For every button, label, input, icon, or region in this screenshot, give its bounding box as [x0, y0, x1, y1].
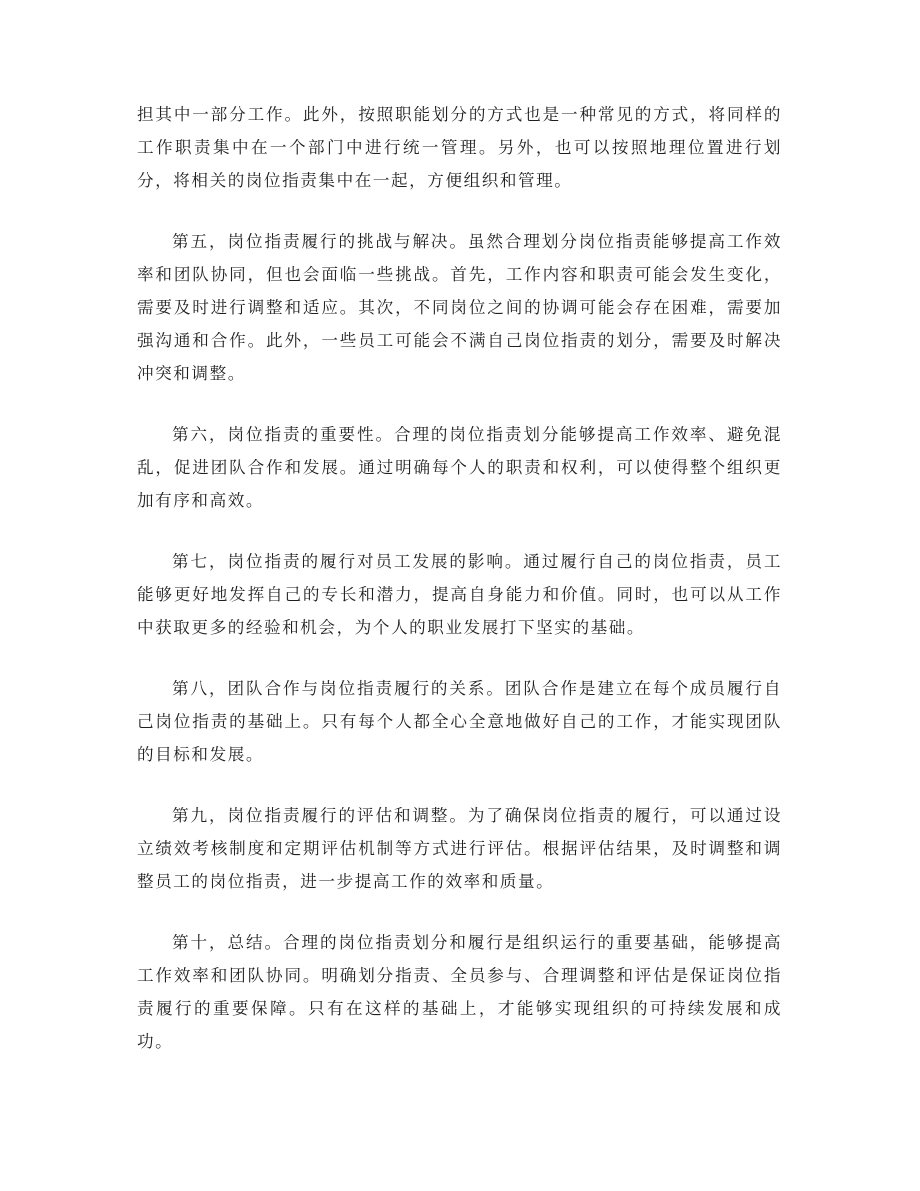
paragraph-tenth: 第十，总结。合理的岗位指责划分和履行是组织运行的重要基础，能够提高工作效率和团队协同。明确划分指责、全员参与、合理调整和评估是保证岗位指责履行的重要保障。只有在这样的基础上，才能够实现组织的可持续发展和成功。: [137, 933, 782, 1051]
paragraph-eighth: 第八，团队合作与岗位指责履行的关系。团队合作是建立在每个成员履行自己岗位指责的基础上。只有每个人都全心全意地做好自己的工作，才能实现团队的目标和发展。: [137, 679, 782, 764]
paragraph-continuation: 担其中一部分工作。此外，按照职能划分的方式也是一种常见的方式，将同样的工作职责集中在一个部门中进行统一管理。另外，也可以按照地理位置进行划分，将相关的岗位指责集中在一起，方便组织和管理。: [137, 105, 782, 190]
paragraph-sixth: 第六，岗位指责的重要性。合理的岗位指责划分能够提高工作效率、避免混乱，促进团队合作和发展。通过明确每个人的职责和权利，可以使得整个组织更加有序和高效。: [137, 425, 782, 510]
document-body: [137, 98, 782, 1086]
paragraph-fifth: 第五，岗位指责履行的挑战与解决。虽然合理划分岗位指责能够提高工作效率和团队协同，但也会面临一些挑战。首先，工作内容和职责可能会发生变化，需要及时进行调整和适应。其次，不同岗位之间的协调可能会存在困难，需要加强沟通和合作。此外，一些员工可能会不满自己岗位指责的划分，需要及时解决冲突和调整。: [137, 232, 782, 383]
paragraph-ninth: 第九，岗位指责履行的评估和调整。为了确保岗位指责的履行，可以通过设立绩效考核制度和定期评估机制等方式进行评估。根据评估结果，及时调整和调整员工的岗位指责，进一步提高工作的效率和质量。: [137, 806, 782, 891]
paragraph-seventh: 第七，岗位指责的履行对员工发展的影响。通过履行自己的岗位指责，员工能够更好地发挥自己的专长和潜力，提高自身能力和价值。同时，也可以从工作中获取更多的经验和机会，为个人的职业发展打下坚实的基础。: [137, 552, 782, 637]
